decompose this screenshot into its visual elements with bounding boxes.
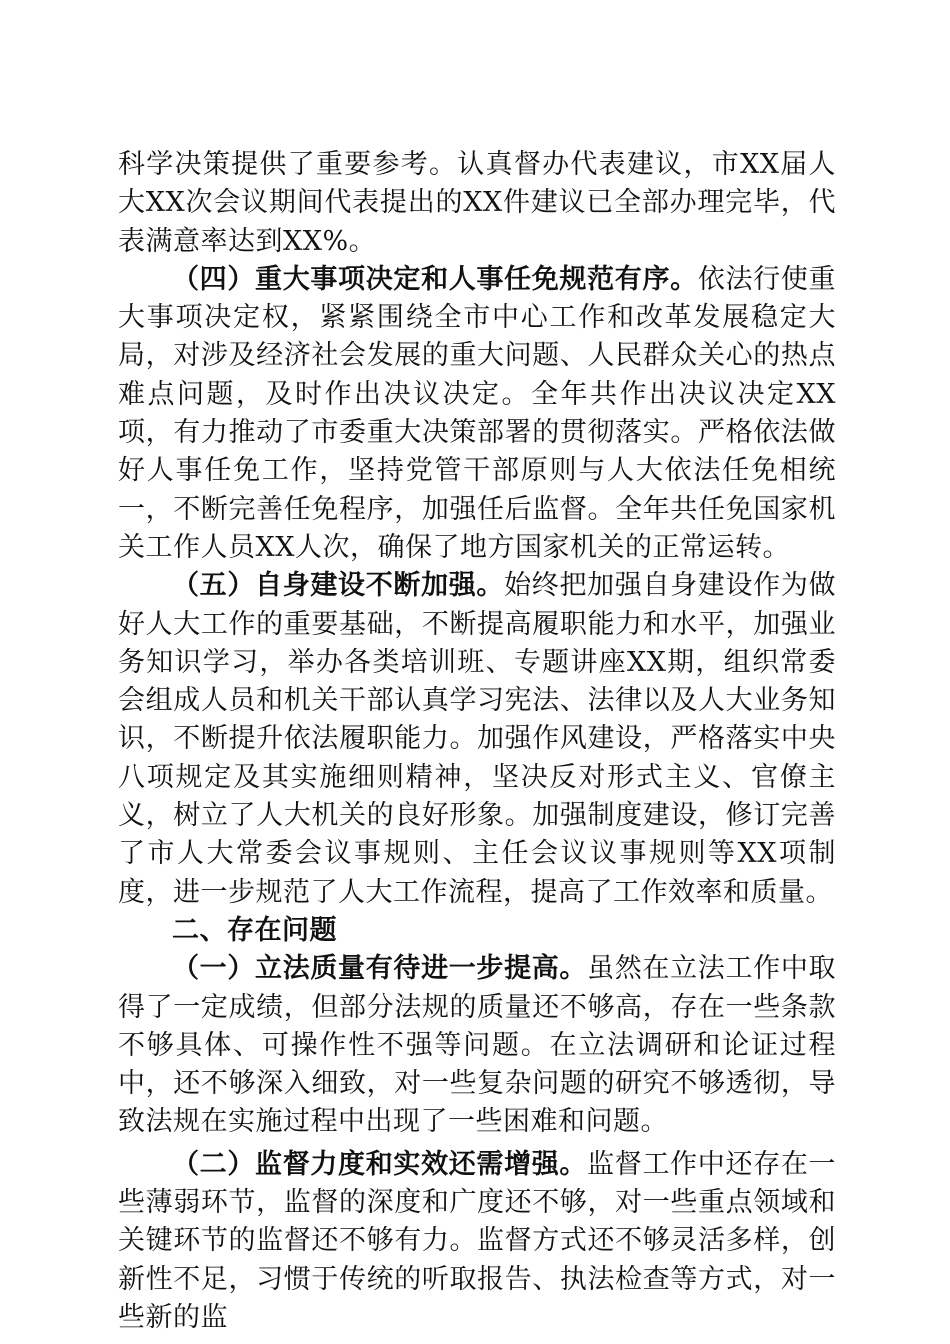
paragraph-supervision bbox=[118, 1146, 836, 1337]
paragraph-legislation-quality bbox=[118, 950, 836, 1141]
paragraph-major-decisions bbox=[118, 261, 836, 567]
paragraph-body: 虽然在立法工作中取得了一定成绩，但部分法规的质量还不够高，存在一些条款不够具体、可操作性不强等问题。在立法调研和论证过程中，还不够深入细致，对一些复杂问题的研究不够透彻，导致法规在实施过程中出现了一些困难和问题。 bbox=[118, 953, 837, 1138]
document-page bbox=[118, 146, 836, 1337]
section-heading-problems: 二、存在问题 bbox=[172, 914, 337, 946]
paragraph-lead: （二）监督力度和实效还需增强。 bbox=[172, 1148, 588, 1180]
paragraph-continued bbox=[118, 146, 836, 261]
paragraph-lead: （四）重大事项决定和人事任免规范有序。 bbox=[172, 263, 698, 295]
paragraph-lead: （五）自身建设不断加强。 bbox=[172, 570, 505, 602]
paragraph-body: 依法行使重大事项决定权，紧紧围绕全市中心工作和改革发展稳定大局，对涉及经济社会发展的重大问题、人民群众关心的热点难点问题，及时作出决议决定。全年共作出决议决定XX项，有力推动了市委重大决策部署的贯彻落实。严格依法做好人事任免工作，坚持党管干部原则与人大依法任免相统一，不断完善任免程序，加强任后监督。全年共任免国家机关工作人员XX人次，确保了地方国家机关的正常运转。 bbox=[118, 263, 837, 563]
paragraph-text: 科学决策提供了重要参考。认真督办代表建议，市XX届人大XX次会议期间代表提出的XX件建议已全部办理完毕，代表满意率达到XX%。 bbox=[118, 149, 836, 257]
paragraph-self-building bbox=[118, 567, 836, 912]
paragraph-lead: （一）立法质量有待进一步提高。 bbox=[172, 953, 588, 985]
paragraph-body: 监督工作中还存在一些薄弱环节，监督的深度和广度还不够，对一些重点领域和关键环节的监督还不够有力。监督方式还不够灵活多样，创新性不足，习惯于传统的听取报告、执法检查等方式，对一些新的监 bbox=[118, 1148, 837, 1333]
paragraph-body: 始终把加强自身建设作为做好人大工作的重要基础，不断提高履职能力和水平，加强业务知识学习，举办各类培训班、专题讲座XX期，组织常委会组成人员和机关干部认真学习宪法、法律以及人大业务知识，不断提升依法履职能力。加强作风建设，严格落实中央八项规定及其实施细则精神，坚决反对形式主义、官僚主义，树立了人大机关的良好形象。加强制度建设，修订完善了市人大常委会议事规则、主任会议议事规则等XX项制度，进一步规范了人大工作流程，提高了工作效率和质量。 bbox=[118, 570, 837, 908]
